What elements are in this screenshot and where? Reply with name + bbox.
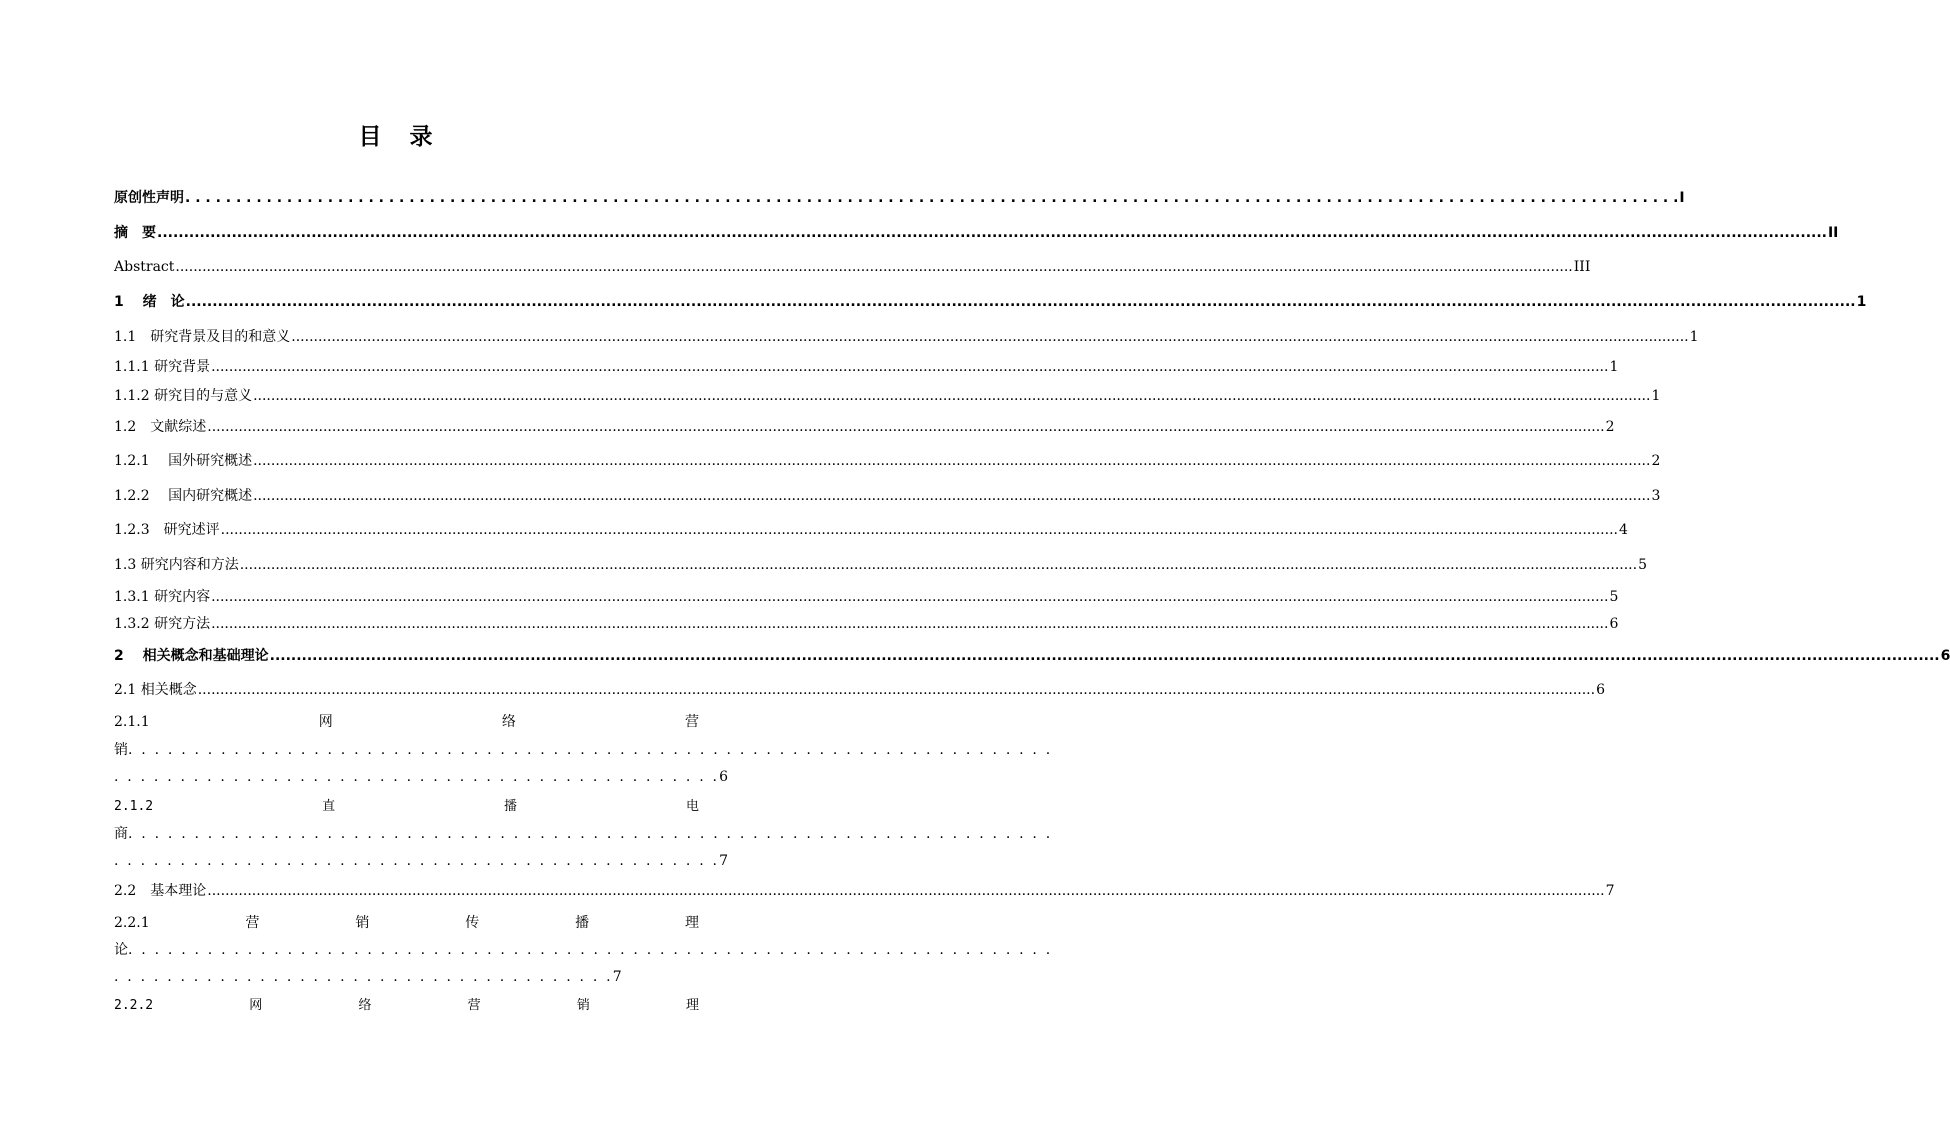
toc-entry-page: 7 — [719, 853, 729, 869]
dot-leader — [175, 258, 1572, 276]
toc-entry-1-2-1[interactable] — [114, 452, 1661, 470]
toc-entry-1-2-2[interactable] — [114, 487, 1661, 505]
dot-leader — [253, 452, 1650, 470]
toc-entry-char: 理 — [685, 915, 699, 931]
dot-leader — [207, 418, 1604, 436]
toc-entry-2-2[interactable] — [114, 882, 1615, 900]
dot-leader — [240, 556, 1637, 574]
dot-leader — [186, 293, 1856, 311]
toc-entry-char: 电 — [685, 799, 699, 814]
toc-entry-1-1[interactable] — [114, 328, 1699, 346]
toc-entry-2-2-2[interactable] — [114, 997, 699, 1015]
toc-entry-page: 2 — [1605, 419, 1615, 435]
toc-entry-label: Abstract — [114, 259, 175, 275]
toc-entry-label: 原创性声明 — [114, 190, 184, 206]
dot-leader — [211, 358, 1608, 376]
toc-entry-2-2-1-cont — [114, 941, 1053, 959]
dot-leader — [253, 387, 1650, 405]
dot-leader: . . . . . . . . . . . . . . . . . . . . . . . . . . . . . . . . . . . . . . . . . . . . . . . . . . . . . . . . . . . . . . . . . . . . . . — [128, 826, 1053, 842]
toc-entry-page: III — [1573, 259, 1591, 275]
toc-entry-page: 5 — [1638, 557, 1648, 573]
dot-leader — [185, 189, 1678, 207]
dot-leader — [198, 681, 1595, 699]
toc-entry-label: 1.2 文献综述 — [114, 419, 207, 435]
toc-entry-label: 1.3.1 研究内容 — [114, 589, 211, 605]
toc-entry-number: 2.2.2 — [114, 998, 154, 1013]
toc-entry-2-2-1[interactable] — [114, 914, 699, 932]
toc-entry-tail: 商 — [114, 826, 128, 842]
toc-entry-1-2[interactable] — [114, 418, 1615, 436]
toc-entry-page: 1 — [1609, 359, 1619, 375]
toc-entry-2-1-2-cont — [114, 825, 1053, 843]
toc-entry-char: 销 — [355, 915, 370, 931]
dot-leader: . . . . . . . . . . . . . . . . . . . . . . . . . . . . . . . . . . . . . . . . . . . . . . . . . . . . . . . . . . . . . . . . . . . . . . — [128, 942, 1053, 958]
toc-entry-char: 营 — [245, 915, 260, 931]
dot-leader: . . . . . . . . . . . . . . . . . . . . . . . . . . . . . . . . . . . . . . . . . . . . . . . . . . . . . . . . . . . . . . . . . . . . . . — [128, 742, 1053, 758]
toc-entry-abstract-cn[interactable] — [114, 224, 1839, 242]
dot-leader — [221, 521, 1618, 539]
toc-entry-label: 2 相关概念和基础理论 — [114, 648, 269, 664]
toc-entry-page: 6 — [1609, 616, 1619, 632]
dot-leader — [270, 647, 1940, 665]
toc-entry-number: 2.1.2 — [114, 799, 154, 814]
toc-entry-label: 1.1 研究背景及目的和意义 — [114, 329, 291, 345]
dot-leader — [211, 615, 1608, 633]
toc-entry-label: 摘 要 — [114, 225, 156, 241]
toc-entry-label: 1.3.2 研究方法 — [114, 616, 211, 632]
toc-entry-1-2-3[interactable] — [114, 521, 1628, 539]
toc-entry-char: 销 — [576, 998, 590, 1013]
toc-entry-2-1[interactable] — [114, 681, 1606, 699]
toc-entry-label: 2.1 相关概念 — [114, 682, 197, 698]
dot-leader — [211, 588, 1608, 606]
toc-entry-tail: 销 — [114, 742, 128, 758]
toc-entry-1-3-1[interactable] — [114, 588, 1619, 606]
toc-entry-number: 2.1.1 — [114, 714, 150, 730]
page-title — [0, 118, 793, 151]
toc-entry-number: 2.2.1 — [114, 915, 150, 931]
toc-entry-page: 6 — [719, 769, 729, 785]
toc-entry-label: 1.2.1 国外研究概述 — [114, 453, 253, 469]
toc-entry-1-1-2[interactable] — [114, 387, 1661, 405]
title-char-1: 目 — [358, 124, 384, 150]
toc-entry-originality[interactable] — [114, 189, 1685, 207]
toc-entry-page: 3 — [1651, 488, 1661, 504]
toc-entry-page: 5 — [1609, 589, 1619, 605]
toc-entry-page: II — [1827, 225, 1839, 241]
toc-entry-page: 6 — [1596, 682, 1606, 698]
toc-entry-page: 7 — [612, 969, 622, 985]
toc-entry-2-1-2-page-line — [114, 852, 729, 870]
toc-entry-char: 络 — [501, 714, 516, 730]
toc-entry-page: 1 — [1689, 329, 1699, 345]
toc-entry-2-1-1-page-line — [114, 768, 729, 786]
toc-entry-label: 1.2.2 国内研究概述 — [114, 488, 253, 504]
toc-entry-char: 网 — [249, 998, 263, 1013]
toc-entry-char: 理 — [685, 998, 699, 1013]
toc-entry-1-3[interactable] — [114, 556, 1648, 574]
dot-leader — [291, 328, 1688, 346]
toc-entry-label: 1.1.2 研究目的与意义 — [114, 388, 253, 404]
toc-entry-ch2[interactable] — [114, 647, 1950, 665]
dot-leader: . . . . . . . . . . . . . . . . . . . . . . . . . . . . . . . . . . . . . . . . . . . . . . — [114, 853, 720, 869]
toc-entry-char: 播 — [504, 799, 518, 814]
toc-entry-label: 2.2 基本理论 — [114, 883, 207, 899]
toc-entry-page: I — [1679, 190, 1685, 206]
toc-entry-ch1[interactable] — [114, 293, 1867, 311]
toc-entry-char: 传 — [465, 915, 480, 931]
toc-entry-2-1-2[interactable] — [114, 798, 699, 816]
dot-leader — [253, 487, 1650, 505]
toc-entry-char: 络 — [358, 998, 372, 1013]
toc-entry-char: 播 — [575, 915, 590, 931]
toc-entry-page: 1 — [1651, 388, 1661, 404]
dot-leader: . . . . . . . . . . . . . . . . . . . . . . . . . . . . . . . . . . . . . . — [114, 969, 613, 985]
toc-entry-label: 1.3 研究内容和方法 — [114, 557, 239, 573]
toc-entry-label: 1.2.3 研究述评 — [114, 522, 220, 538]
toc-entry-page: 4 — [1619, 522, 1628, 538]
toc-entry-page: 7 — [1605, 883, 1615, 899]
toc-entry-1-3-2[interactable] — [114, 615, 1619, 633]
dot-leader — [157, 224, 1827, 242]
dot-leader: . . . . . . . . . . . . . . . . . . . . . . . . . . . . . . . . . . . . . . . . . . . . . . — [114, 769, 720, 785]
toc-entry-2-2-1-page-line — [114, 968, 699, 986]
title-char-2: 录 — [409, 124, 435, 150]
toc-entry-page: 1 — [1856, 294, 1867, 310]
toc-entry-char: 营 — [685, 714, 699, 730]
toc-entry-char: 营 — [467, 998, 481, 1013]
toc-entry-abstract-en[interactable] — [114, 258, 1591, 276]
toc-entry-page: 2 — [1651, 453, 1661, 469]
toc-entry-label: 1.1.1 研究背景 — [114, 359, 211, 375]
toc-entry-char: 网 — [318, 714, 333, 730]
toc-entry-2-1-1[interactable] — [114, 713, 699, 731]
toc-entry-2-1-1-cont — [114, 741, 1053, 759]
toc-entry-page: 6 — [1940, 648, 1950, 664]
toc-entry-tail: 论 — [114, 942, 128, 958]
toc-entry-label: 1 绪 论 — [114, 294, 185, 310]
toc-entry-1-1-1[interactable] — [114, 358, 1619, 376]
dot-leader — [207, 882, 1604, 900]
toc-entry-char: 直 — [322, 799, 336, 814]
